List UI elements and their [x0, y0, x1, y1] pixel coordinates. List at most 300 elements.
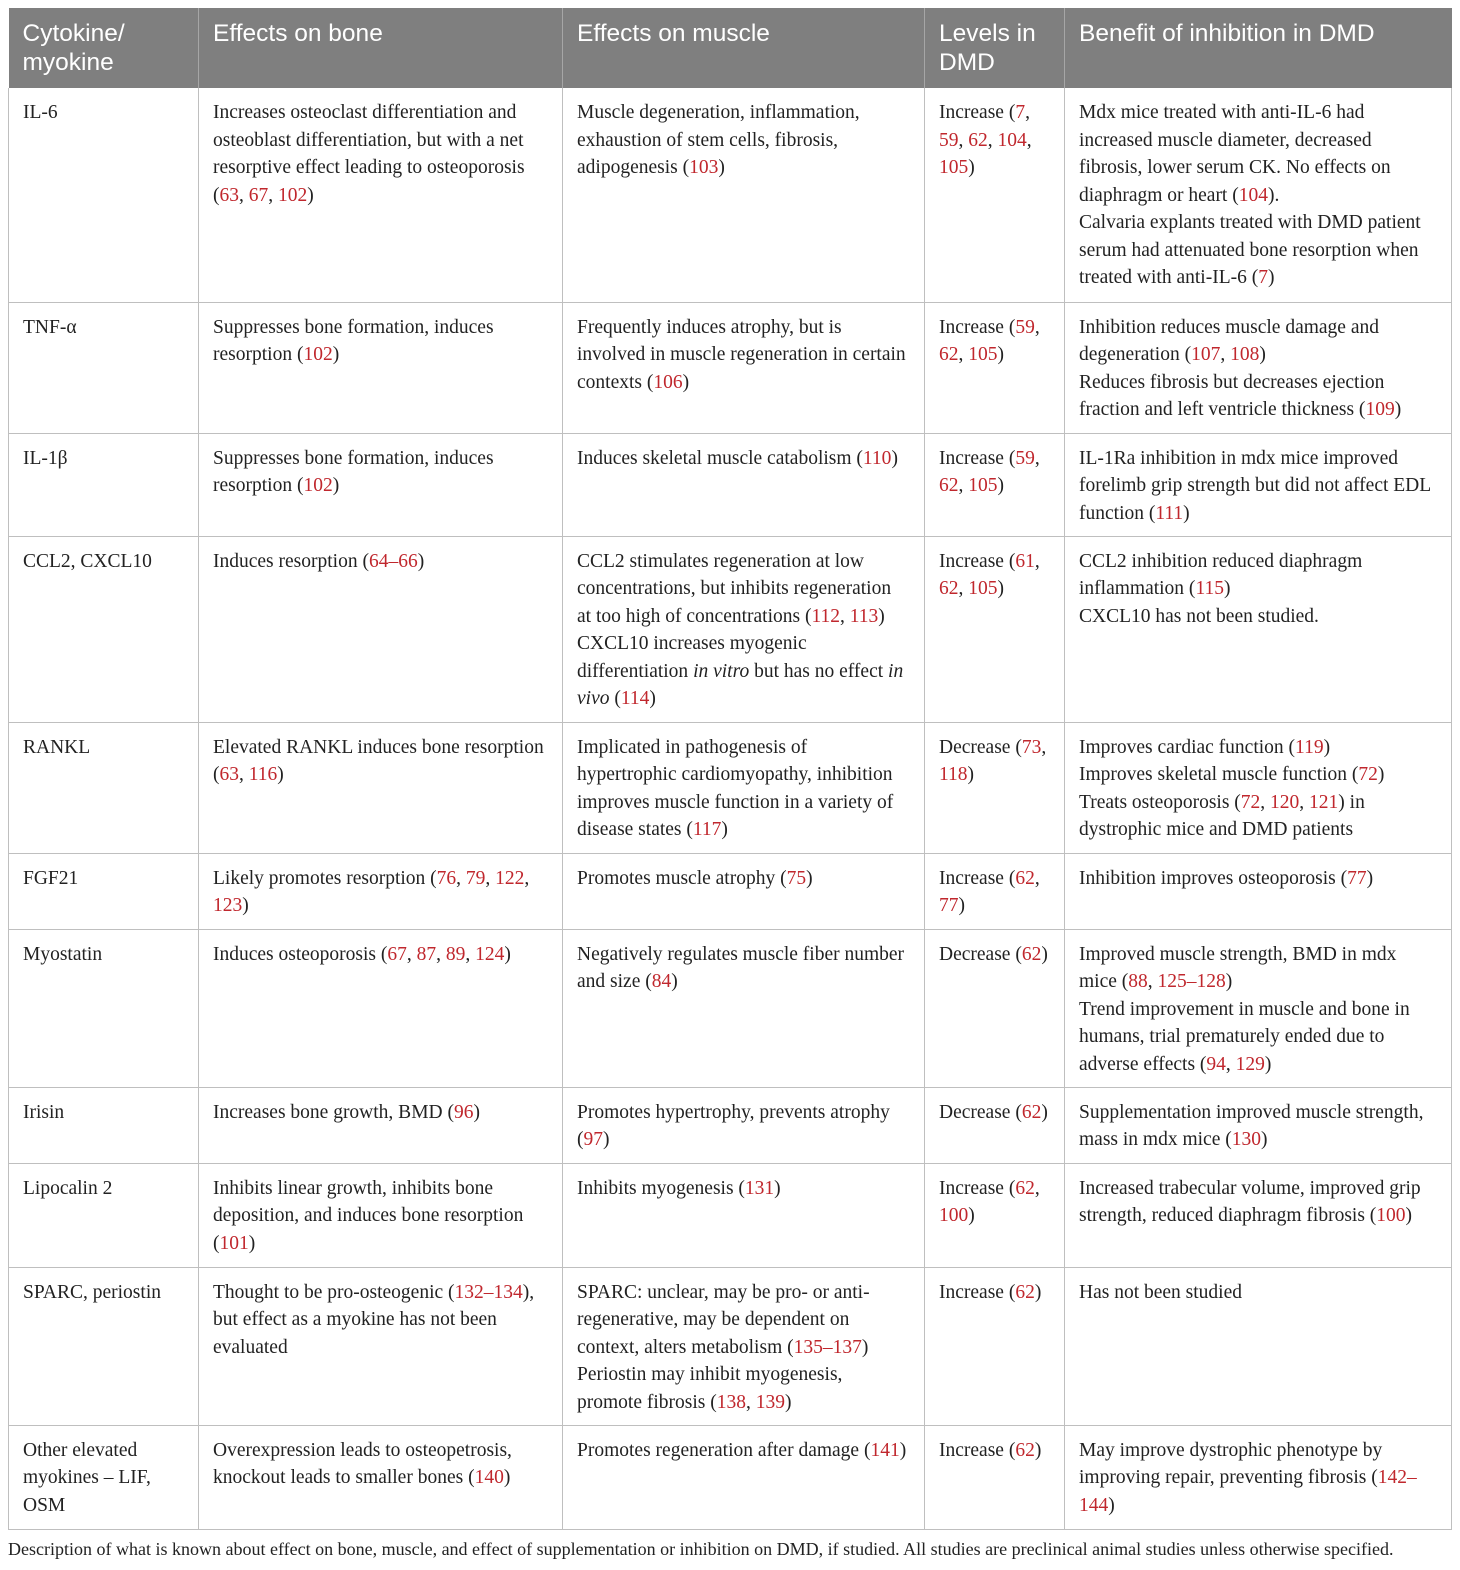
cell-line	[577, 1279, 910, 1362]
cell-levels	[925, 88, 1065, 302]
cell-line	[1079, 996, 1437, 1079]
text-segment: ,	[456, 867, 466, 889]
text-segment: ,	[1034, 447, 1040, 469]
table-container	[8, 8, 1451, 1530]
reference-link[interactable]: 72	[1358, 764, 1378, 785]
text-segment: Increase (	[939, 102, 1016, 123]
cell-benefit	[1065, 88, 1452, 302]
text-segment: Treats osteoporosis (	[1079, 791, 1241, 813]
reference-link[interactable]: 123	[213, 895, 243, 916]
reference-link[interactable]: 105	[968, 578, 998, 599]
reference-link[interactable]: 131	[744, 1177, 775, 1199]
reference-link[interactable]: 62	[1015, 867, 1035, 889]
text-segment: )	[1034, 1439, 1042, 1461]
text-segment: ,	[1260, 791, 1271, 813]
text-segment: )	[1259, 344, 1266, 365]
text-segment: )	[997, 578, 1004, 599]
text-segment: )	[1223, 578, 1231, 599]
reference-link[interactable]: 7	[1258, 267, 1268, 288]
cell-bone	[199, 853, 563, 929]
text-segment: ,	[958, 129, 969, 151]
cell-line	[577, 1361, 910, 1416]
reference-link[interactable]: 62	[939, 578, 959, 599]
reference-link[interactable]: 130	[1231, 1129, 1261, 1150]
reference-link[interactable]: 122	[495, 867, 525, 889]
text-segment: )	[1260, 1129, 1268, 1150]
cell-muscle	[563, 1087, 925, 1163]
cell-muscle	[563, 722, 925, 853]
text-segment: )	[899, 1439, 907, 1461]
text-segment: Mdx mice treated with anti-IL-6 had increased muscle diameter, decreased fibrosis, lower serum CK. No effects on diaphragm or heart (	[1079, 102, 1391, 206]
text-segment: )	[1108, 1494, 1115, 1516]
cell-line	[939, 314, 1050, 369]
reference-link[interactable]: 141	[870, 1439, 900, 1461]
cell-line	[939, 1099, 1050, 1127]
cell-line	[577, 99, 910, 182]
text-segment: )	[332, 344, 340, 365]
reference-link[interactable]: 62	[1021, 943, 1042, 965]
cell-line	[1079, 1099, 1437, 1154]
cell-line	[1079, 548, 1437, 603]
cell-benefit	[1065, 536, 1452, 722]
reference-link[interactable]: 102	[303, 344, 333, 365]
text-segment: )	[248, 1232, 256, 1254]
text-segment: Increase (	[939, 447, 1016, 469]
cell-cytokine: CCL2, CXCL10	[9, 536, 199, 722]
cell-line	[939, 865, 1050, 920]
text-segment: ,	[436, 943, 446, 965]
reference-link[interactable]: 63	[219, 184, 239, 206]
table-caption: Description of what is known about effect on bone, muscle, and effect of supplementation or inhibition on DMD, if studied. All studies are preclinical animal studies unless otherwise specified.	[8, 1539, 1394, 1559]
reference-link[interactable]: 105	[968, 475, 998, 496]
reference-link[interactable]: 64–66	[368, 550, 418, 572]
text-segment: Improved muscle strength, BMD in mdx mice (	[1079, 943, 1397, 992]
cell-line	[213, 314, 548, 369]
text-segment: but has no effect	[749, 660, 889, 682]
cell-benefit	[1065, 722, 1452, 853]
cell-line	[577, 734, 910, 844]
reference-link[interactable]: 103	[689, 157, 719, 178]
text-segment: ,	[958, 344, 969, 365]
text-segment: Inhibits myogenesis (	[577, 1177, 745, 1199]
reference-link[interactable]: 75	[786, 867, 807, 889]
text-segment: Decrease (	[939, 736, 1022, 758]
cell-line	[1079, 1175, 1437, 1230]
italic-text: in vitro	[693, 660, 750, 682]
cell-line	[1079, 445, 1437, 528]
reference-link[interactable]: 97	[583, 1129, 603, 1150]
text-segment: )	[1041, 943, 1048, 965]
text-segment: Inhibits linear growth, inhibits bone deposition, and induces bone resorption (	[213, 1177, 524, 1254]
reference-link[interactable]: 138	[716, 1391, 746, 1413]
text-segment: ,	[239, 184, 249, 206]
reference-link[interactable]: 117	[692, 819, 722, 840]
reference-link[interactable]: 62	[1015, 1439, 1035, 1461]
reference-link[interactable]: 108	[1230, 344, 1260, 365]
table-row	[9, 302, 1452, 433]
text-segment: CCL2 inhibition reduced diaphragm inflammation (	[1079, 550, 1363, 599]
cell-line	[1079, 209, 1437, 292]
text-segment: Increase (	[939, 867, 1016, 889]
text-segment: ,	[406, 943, 417, 965]
cell-muscle	[563, 302, 925, 433]
text-segment: Induces resorption (	[213, 550, 369, 572]
cell-line	[577, 865, 910, 893]
text-segment: )	[671, 971, 678, 992]
header-cytokine: Cytokine/ myokine	[9, 8, 199, 88]
text-segment: ,	[1034, 1177, 1040, 1199]
cell-cytokine: IL-1β	[9, 433, 199, 536]
cell-cytokine: TNF-α	[9, 302, 199, 433]
text-segment: )	[682, 371, 690, 393]
text-segment: Increased trabecular volume, improved grip strength, reduced diaphragm fibrosis (	[1079, 1177, 1421, 1226]
cell-benefit	[1065, 302, 1452, 433]
reference-link[interactable]: 62	[939, 344, 959, 365]
text-segment: )	[503, 1467, 511, 1488]
text-segment: Inhibition reduces muscle damage and degeneration (	[1079, 316, 1379, 365]
text-segment: )	[968, 157, 975, 178]
text-segment: )	[718, 157, 725, 178]
reference-link[interactable]: 142–144	[1079, 1467, 1417, 1516]
cell-line	[939, 445, 1050, 500]
cell-bone	[199, 536, 563, 722]
cell-cytokine: Lipocalin 2	[9, 1163, 199, 1267]
cell-levels	[925, 929, 1065, 1087]
text-segment: Frequently induces atrophy, but is involved in muscle regeneration in certain contexts (	[577, 316, 906, 393]
text-segment: )	[1377, 764, 1385, 785]
table-row	[9, 1267, 1452, 1425]
text-segment: )	[1183, 502, 1190, 524]
cell-levels	[925, 302, 1065, 433]
text-segment: )	[277, 764, 284, 785]
reference-link[interactable]: 129	[1235, 1053, 1265, 1075]
cell-levels	[925, 536, 1065, 722]
text-segment: Decrease (	[939, 1101, 1022, 1123]
cell-line	[939, 941, 1050, 969]
text-segment: )	[774, 1177, 781, 1199]
reference-link[interactable]: 73	[1021, 736, 1042, 758]
cell-benefit	[1065, 1087, 1452, 1163]
reference-link[interactable]: 89	[445, 943, 466, 965]
text-segment: Suppresses bone formation, induces resorption (	[213, 316, 494, 365]
cytokine-table	[8, 8, 1452, 1530]
text-segment: )	[878, 605, 885, 627]
text-segment: )	[504, 943, 511, 965]
cell-line	[1079, 603, 1437, 631]
cell-levels	[925, 853, 1065, 929]
reference-link[interactable]: 59	[1015, 316, 1035, 338]
text-segment: )	[1041, 1101, 1048, 1123]
cell-benefit	[1065, 929, 1452, 1087]
cell-bone	[199, 929, 563, 1087]
text-segment: )	[1264, 1053, 1272, 1075]
table-row	[9, 853, 1452, 929]
text-segment: )	[242, 895, 249, 916]
table-body	[9, 88, 1452, 1529]
reference-link[interactable]: 124	[475, 943, 505, 965]
reference-link[interactable]: 87	[416, 943, 437, 965]
cell-cytokine: RANKL	[9, 722, 199, 853]
reference-link[interactable]: 84	[651, 971, 672, 992]
reference-link[interactable]: 62	[1021, 1101, 1042, 1123]
table-header-row	[9, 8, 1452, 88]
reference-link[interactable]: 105	[939, 157, 969, 178]
text-segment: ,	[1026, 129, 1032, 151]
text-segment: )	[1225, 971, 1233, 992]
text-segment: )	[307, 184, 314, 206]
table-row	[9, 722, 1452, 853]
cell-line	[213, 865, 548, 920]
cell-line	[577, 1175, 910, 1203]
reference-link[interactable]: 67	[387, 943, 407, 965]
text-segment: )	[997, 344, 1004, 365]
cell-line	[1079, 1437, 1437, 1520]
reference-link[interactable]: 120	[1270, 791, 1300, 813]
text-segment: )	[473, 1101, 480, 1123]
text-segment: Induces skeletal muscle catabolism (	[577, 447, 863, 469]
reference-link[interactable]: 104	[1238, 184, 1268, 206]
text-segment: ).	[1267, 184, 1280, 206]
text-segment: Promotes muscle atrophy (	[577, 867, 787, 889]
text-segment: Suppresses bone formation, induces resorption (	[213, 447, 494, 496]
reference-link[interactable]: 102	[303, 475, 333, 496]
cell-line	[1079, 369, 1437, 424]
cell-line	[939, 548, 1050, 603]
text-segment: IL-1Ra inhibition in mdx mice improved forelimb grip strength but did not affect EDL function (	[1079, 447, 1431, 524]
cell-line	[213, 1099, 548, 1127]
cell-line	[939, 1279, 1050, 1307]
header-benefit: Benefit of inhibition in DMD	[1065, 8, 1452, 88]
text-segment: )	[967, 764, 975, 785]
cell-line	[939, 734, 1050, 789]
text-segment: )	[417, 550, 425, 572]
header-effects-muscle: Effects on muscle	[563, 8, 925, 88]
reference-link[interactable]: 135–137	[793, 1336, 862, 1358]
text-segment: )	[958, 895, 965, 916]
cell-levels	[925, 1087, 1065, 1163]
text-segment: Improves skeletal muscle function (	[1079, 764, 1359, 785]
cell-line	[1079, 1279, 1437, 1307]
text-segment: ,	[239, 764, 249, 785]
cell-line	[1079, 734, 1437, 762]
text-segment: Promotes hypertrophy, prevents atrophy (	[577, 1101, 890, 1150]
reference-link[interactable]: 96	[453, 1101, 474, 1123]
text-segment: )	[1366, 867, 1374, 889]
cell-line	[213, 1437, 548, 1492]
reference-link[interactable]: 118	[939, 764, 968, 785]
text-segment: ,	[1299, 791, 1310, 813]
text-segment: ,	[1147, 971, 1158, 992]
reference-link[interactable]: 62	[1015, 1281, 1035, 1303]
text-segment: ,	[958, 475, 969, 496]
cell-line	[577, 445, 910, 473]
cell-line	[213, 941, 548, 969]
cell-line	[213, 1279, 548, 1362]
reference-link[interactable]: 101	[219, 1232, 249, 1254]
cell-bone	[199, 433, 563, 536]
reference-link[interactable]: 116	[248, 764, 278, 785]
cell-levels	[925, 1267, 1065, 1425]
reference-link[interactable]: 62	[1015, 1177, 1035, 1199]
text-segment: Negatively regulates muscle fiber number and size (	[577, 943, 905, 992]
reference-link[interactable]: 59	[1015, 447, 1035, 469]
text-segment: (	[609, 688, 621, 709]
text-segment: Trend improvement in muscle and bone in humans, trial prematurely ended due to adverse effects (	[1079, 998, 1410, 1075]
reference-link[interactable]: 113	[849, 605, 879, 627]
cell-levels	[925, 1425, 1065, 1529]
text-segment: )	[649, 688, 656, 709]
text-segment: Calvaria explants treated with DMD patient serum had attenuated bone resorption when treated with anti-IL-6 (	[1079, 212, 1421, 288]
reference-link[interactable]: 72	[1240, 791, 1261, 813]
reference-link[interactable]: 59	[939, 129, 959, 151]
text-segment: ,	[1041, 736, 1047, 758]
text-segment: ,	[465, 943, 476, 965]
text-segment: ,	[958, 578, 969, 599]
text-segment: )	[603, 1129, 610, 1150]
italic-text: in vivo	[577, 660, 904, 709]
text-segment: Promotes regeneration after damage (	[577, 1439, 871, 1461]
reference-link[interactable]: 111	[1155, 502, 1184, 524]
text-segment: Implicated in pathogenesis of hypertrophic cardiomyopathy, inhibition improves muscle function in a variety of disease states (	[577, 736, 894, 840]
reference-link[interactable]: 79	[465, 867, 486, 889]
reference-link[interactable]: 115	[1195, 578, 1224, 599]
cell-muscle	[563, 853, 925, 929]
text-segment: CCL2 stimulates regeneration at low concentrations, but inhibits regeneration at too high of concentrations (	[577, 550, 892, 627]
text-segment: Increase (	[939, 316, 1016, 338]
reference-link[interactable]: 94	[1206, 1053, 1226, 1075]
table-row	[9, 1163, 1452, 1267]
reference-link[interactable]: 110	[862, 447, 892, 469]
reference-link[interactable]: 7	[1015, 102, 1026, 123]
cell-levels	[925, 722, 1065, 853]
text-segment: ,	[745, 1391, 756, 1413]
text-segment: Increase (	[939, 550, 1016, 572]
cell-muscle	[563, 1425, 925, 1529]
text-segment: Has not been studied	[1079, 1281, 1243, 1303]
reference-link[interactable]: 77	[939, 895, 959, 916]
text-segment: Reduces fibrosis but decreases ejection fraction and left ventricle thickness (	[1079, 371, 1385, 420]
cell-line	[1079, 314, 1437, 369]
text-segment: ) in dystrophic mice and DMD patients	[1079, 791, 1365, 840]
text-segment: )	[721, 819, 728, 840]
cell-line	[577, 941, 910, 996]
text-segment: ,	[987, 129, 998, 151]
text-segment: ,	[485, 867, 496, 889]
cell-line	[1079, 941, 1437, 996]
reference-link[interactable]: 121	[1309, 791, 1339, 813]
reference-link[interactable]: 104	[997, 129, 1027, 151]
cell-cytokine: SPARC, periostin	[9, 1267, 199, 1425]
text-segment: Likely promotes resorption (	[213, 867, 437, 889]
cell-benefit	[1065, 853, 1452, 929]
reference-link[interactable]: 139	[755, 1391, 785, 1413]
table-row	[9, 1087, 1452, 1163]
cell-line	[213, 99, 548, 209]
cell-benefit	[1065, 1163, 1452, 1267]
reference-link[interactable]: 67	[248, 184, 269, 206]
text-segment: ,	[524, 867, 530, 889]
reference-link[interactable]: 62	[939, 475, 959, 496]
cell-line	[939, 1175, 1050, 1230]
text-segment: )	[861, 1336, 869, 1358]
reference-link[interactable]: 100	[939, 1205, 969, 1226]
cell-line	[939, 1437, 1050, 1465]
cell-line	[1079, 789, 1437, 844]
reference-link[interactable]: 114	[620, 688, 650, 709]
cell-muscle	[563, 536, 925, 722]
text-segment: ,	[1025, 102, 1030, 123]
reference-link[interactable]: 88	[1128, 971, 1148, 992]
text-segment: ), but effect as a myokine has not been evaluated	[213, 1281, 535, 1358]
text-segment: ,	[1220, 344, 1231, 365]
cell-muscle	[563, 1163, 925, 1267]
text-segment: Increase (	[939, 1177, 1016, 1199]
cell-cytokine: IL-6	[9, 88, 199, 302]
cell-line	[577, 548, 910, 631]
cell-line	[213, 1175, 548, 1258]
text-segment: CXCL10 increases myogenic differentiation	[577, 633, 807, 682]
text-segment: )	[968, 1205, 975, 1226]
cell-benefit	[1065, 1267, 1452, 1425]
reference-link[interactable]: 63	[219, 764, 239, 785]
text-segment: ,	[1034, 550, 1040, 572]
cell-bone	[199, 722, 563, 853]
reference-link[interactable]: 140	[474, 1467, 504, 1488]
header-levels: Levels in DMD	[925, 8, 1065, 88]
text-segment: ,	[1034, 867, 1040, 889]
cell-line	[577, 1099, 910, 1154]
reference-link[interactable]: 119	[1295, 736, 1324, 758]
cell-line	[1079, 865, 1437, 893]
cell-cytokine: Irisin	[9, 1087, 199, 1163]
reference-link[interactable]: 102	[278, 184, 308, 206]
reference-link[interactable]: 125–128	[1157, 971, 1226, 992]
cell-line	[213, 445, 548, 500]
reference-link[interactable]: 132–134	[454, 1281, 523, 1303]
reference-link[interactable]: 100	[1376, 1205, 1406, 1226]
text-segment: )	[891, 447, 898, 469]
text-segment: Increases bone growth, BMD (	[213, 1101, 454, 1123]
reference-link[interactable]: 105	[968, 344, 998, 365]
table-row	[9, 433, 1452, 536]
text-segment: Increase (	[939, 1439, 1016, 1461]
text-segment: )	[1405, 1205, 1413, 1226]
text-segment: Increases osteoclast differentiation and osteoblast differentiation, but with a net resorptive effect leading to osteoporosis (	[213, 102, 525, 206]
text-segment: Periostin may inhibit myogenesis, promote fibrosis (	[577, 1364, 843, 1413]
text-segment: CXCL10 has not been studied.	[1079, 605, 1319, 627]
reference-link[interactable]: 109	[1365, 399, 1395, 420]
reference-link[interactable]: 61	[1015, 550, 1035, 572]
cell-bone	[199, 1163, 563, 1267]
cell-benefit	[1065, 433, 1452, 536]
reference-link[interactable]: 62	[968, 129, 988, 151]
reference-link[interactable]: 77	[1347, 867, 1367, 889]
cell-line	[577, 1437, 910, 1465]
reference-link[interactable]: 107	[1191, 344, 1221, 365]
text-segment: Thought to be pro-osteogenic (	[213, 1281, 455, 1303]
text-segment: Inhibition improves osteoporosis (	[1079, 867, 1348, 889]
reference-link[interactable]: 106	[653, 371, 683, 393]
text-segment: )	[784, 1391, 792, 1413]
cell-cytokine: Other elevated myokines – LIF, OSM	[9, 1425, 199, 1529]
cell-bone	[199, 1087, 563, 1163]
text-segment: ,	[840, 605, 850, 627]
text-segment: )	[1394, 399, 1402, 420]
reference-link[interactable]: 112	[811, 605, 841, 627]
cell-bone	[199, 1267, 563, 1425]
reference-link[interactable]: 76	[436, 867, 457, 889]
text-segment: Improves cardiac function (	[1079, 736, 1296, 758]
